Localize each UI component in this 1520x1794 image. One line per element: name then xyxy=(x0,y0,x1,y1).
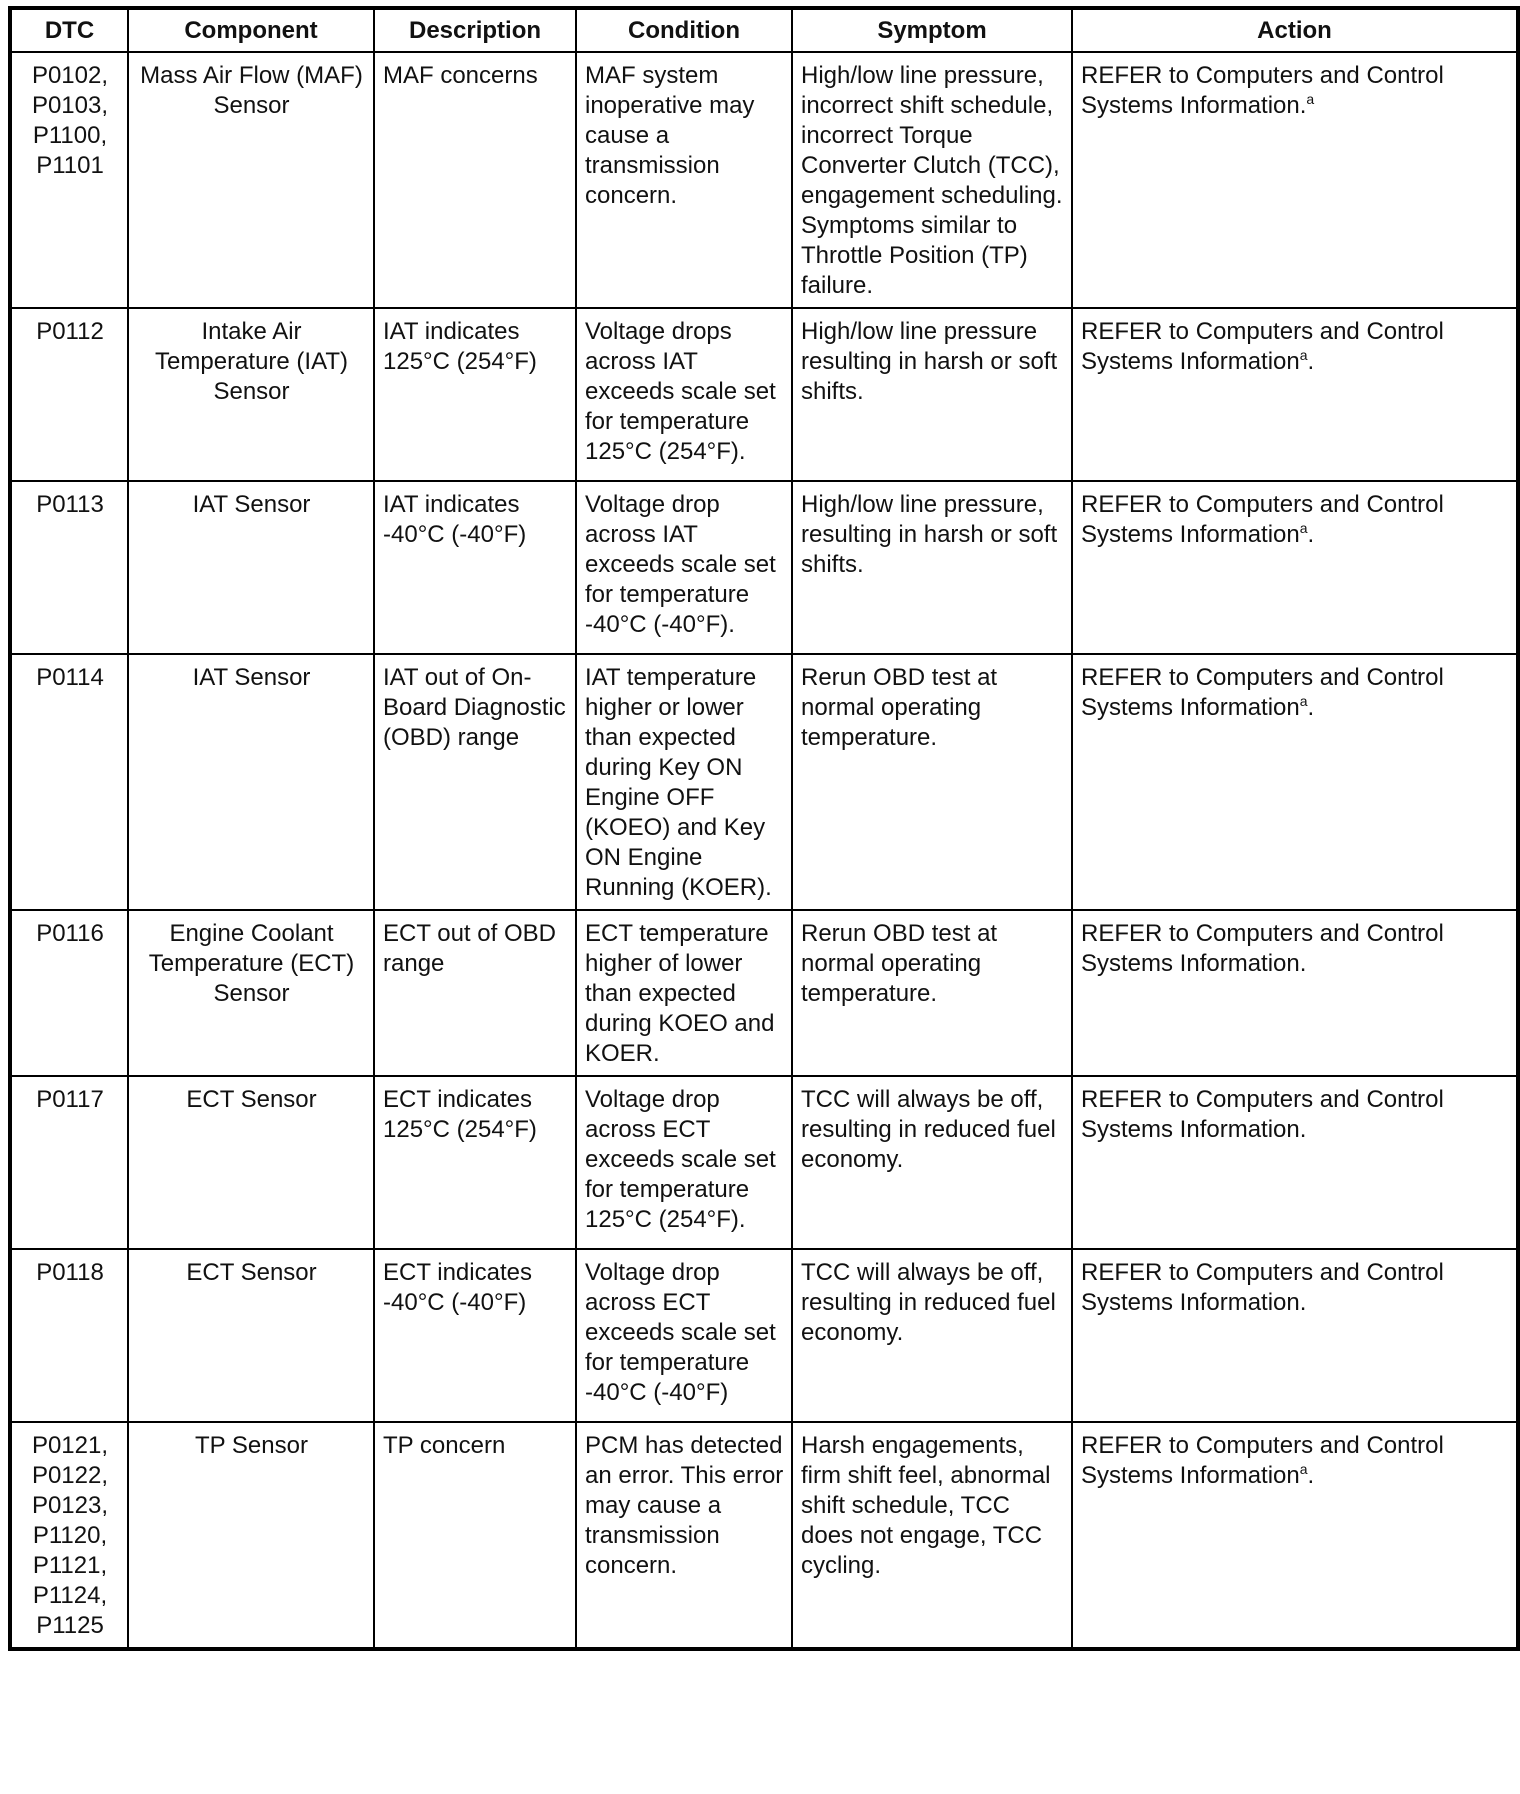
symptom-cell: Rerun OBD test at normal operating temperature. xyxy=(792,910,1072,1076)
action-cell xyxy=(1072,654,1518,910)
table-row xyxy=(10,481,1518,654)
action-tail: . xyxy=(1307,694,1315,721)
footnote-marker: a xyxy=(1299,693,1308,709)
dtc-cell: P0121, P0122, P0123, P1120, P1121, P1124, P1125 xyxy=(10,1422,128,1649)
component-cell: IAT Sensor xyxy=(128,481,374,654)
condition-cell: PCM has detected an error. This error may cause a transmission concern. xyxy=(576,1422,792,1649)
condition-cell: MAF system inoperative may cause a transmission concern. xyxy=(576,52,792,308)
footnote-marker: a xyxy=(1306,91,1315,107)
description-cell: MAF concerns xyxy=(374,52,576,308)
component-cell: Mass Air Flow (MAF) Sensor xyxy=(128,52,374,308)
footnote-marker: a xyxy=(1299,347,1308,363)
dtc-cell: P0102, P0103, P1100, P1101 xyxy=(10,52,128,308)
action-text: REFER to Computers and Control Systems Information. xyxy=(1081,62,1444,119)
condition-cell: ECT temperature higher of lower than expected during KOEO and KOER. xyxy=(576,910,792,1076)
symptom-cell: High/low line pressure, incorrect shift schedule, incorrect Torque Converter Clutch (TCC), engagement scheduling. Symptoms similar to Throttle Position (TP) failure. xyxy=(792,52,1072,308)
action-cell xyxy=(1072,1249,1518,1422)
description-cell: ECT indicates -40°C (-40°F) xyxy=(374,1249,576,1422)
header-component: Component xyxy=(128,8,374,52)
table-row xyxy=(10,1249,1518,1422)
dtc-table xyxy=(8,6,1520,1651)
header-description: Description xyxy=(374,8,576,52)
symptom-cell: High/low line pressure resulting in harsh or soft shifts. xyxy=(792,308,1072,481)
component-cell: TP Sensor xyxy=(128,1422,374,1649)
description-cell: ECT indicates 125°C (254°F) xyxy=(374,1076,576,1249)
table-row xyxy=(10,910,1518,1076)
table-row xyxy=(10,654,1518,910)
symptom-cell: Rerun OBD test at normal operating temperature. xyxy=(792,654,1072,910)
header-condition: Condition xyxy=(576,8,792,52)
component-cell: ECT Sensor xyxy=(128,1249,374,1422)
header-symptom: Symptom xyxy=(792,8,1072,52)
description-cell: IAT out of On-Board Diagnostic (OBD) range xyxy=(374,654,576,910)
action-cell xyxy=(1072,910,1518,1076)
condition-cell: Voltage drop across IAT exceeds scale set for temperature -40°C (-40°F). xyxy=(576,481,792,654)
action-cell xyxy=(1072,1422,1518,1649)
description-cell: IAT indicates -40°C (-40°F) xyxy=(374,481,576,654)
dtc-cell: P0118 xyxy=(10,1249,128,1422)
dtc-cell: P0112 xyxy=(10,308,128,481)
symptom-cell: High/low line pressure, resulting in harsh or soft shifts. xyxy=(792,481,1072,654)
action-tail: . xyxy=(1307,348,1315,375)
footnote-marker: a xyxy=(1299,520,1308,536)
table-row xyxy=(10,52,1518,308)
header-dtc: DTC xyxy=(10,8,128,52)
description-cell: TP concern xyxy=(374,1422,576,1649)
condition-cell: Voltage drops across IAT exceeds scale set for temperature 125°C (254°F). xyxy=(576,308,792,481)
condition-cell: IAT temperature higher or lower than expected during Key ON Engine OFF (KOEO) and Key ON Engine Running (KOER). xyxy=(576,654,792,910)
component-cell: Engine Coolant Temperature (ECT) Sensor xyxy=(128,910,374,1076)
dtc-cell: P0113 xyxy=(10,481,128,654)
action-text: REFER to Computers and Control Systems Information xyxy=(1081,1432,1444,1489)
action-cell xyxy=(1072,481,1518,654)
footnote-marker: a xyxy=(1299,1461,1308,1477)
action-text: REFER to Computers and Control Systems Information. xyxy=(1081,1259,1444,1316)
table-row xyxy=(10,1422,1518,1649)
header-action: Action xyxy=(1072,8,1518,52)
component-cell: IAT Sensor xyxy=(128,654,374,910)
action-cell xyxy=(1072,1076,1518,1249)
dtc-cell: P0114 xyxy=(10,654,128,910)
component-cell: Intake Air Temperature (IAT) Sensor xyxy=(128,308,374,481)
description-cell: IAT indicates 125°C (254°F) xyxy=(374,308,576,481)
action-cell xyxy=(1072,308,1518,481)
dtc-cell: P0116 xyxy=(10,910,128,1076)
table-row xyxy=(10,1076,1518,1249)
dtc-cell: P0117 xyxy=(10,1076,128,1249)
table-row xyxy=(10,308,1518,481)
component-cell: ECT Sensor xyxy=(128,1076,374,1249)
header-row xyxy=(10,8,1518,52)
symptom-cell: TCC will always be off, resulting in reduced fuel economy. xyxy=(792,1076,1072,1249)
action-tail: . xyxy=(1307,1462,1315,1489)
description-cell: ECT out of OBD range xyxy=(374,910,576,1076)
action-tail: . xyxy=(1307,521,1315,548)
action-text: REFER to Computers and Control Systems Information. xyxy=(1081,1086,1444,1143)
action-cell xyxy=(1072,52,1518,308)
symptom-cell: Harsh engagements, firm shift feel, abnormal shift schedule, TCC does not engage, TCC cycling. xyxy=(792,1422,1072,1649)
action-text: REFER to Computers and Control Systems Information xyxy=(1081,318,1444,375)
action-text: REFER to Computers and Control Systems Information xyxy=(1081,664,1444,721)
condition-cell: Voltage drop across ECT exceeds scale set for temperature 125°C (254°F). xyxy=(576,1076,792,1249)
symptom-cell: TCC will always be off, resulting in reduced fuel economy. xyxy=(792,1249,1072,1422)
action-text: REFER to Computers and Control Systems Information xyxy=(1081,491,1444,548)
condition-cell: Voltage drop across ECT exceeds scale set for temperature -40°C (-40°F) xyxy=(576,1249,792,1422)
action-text: REFER to Computers and Control Systems Information. xyxy=(1081,920,1444,977)
